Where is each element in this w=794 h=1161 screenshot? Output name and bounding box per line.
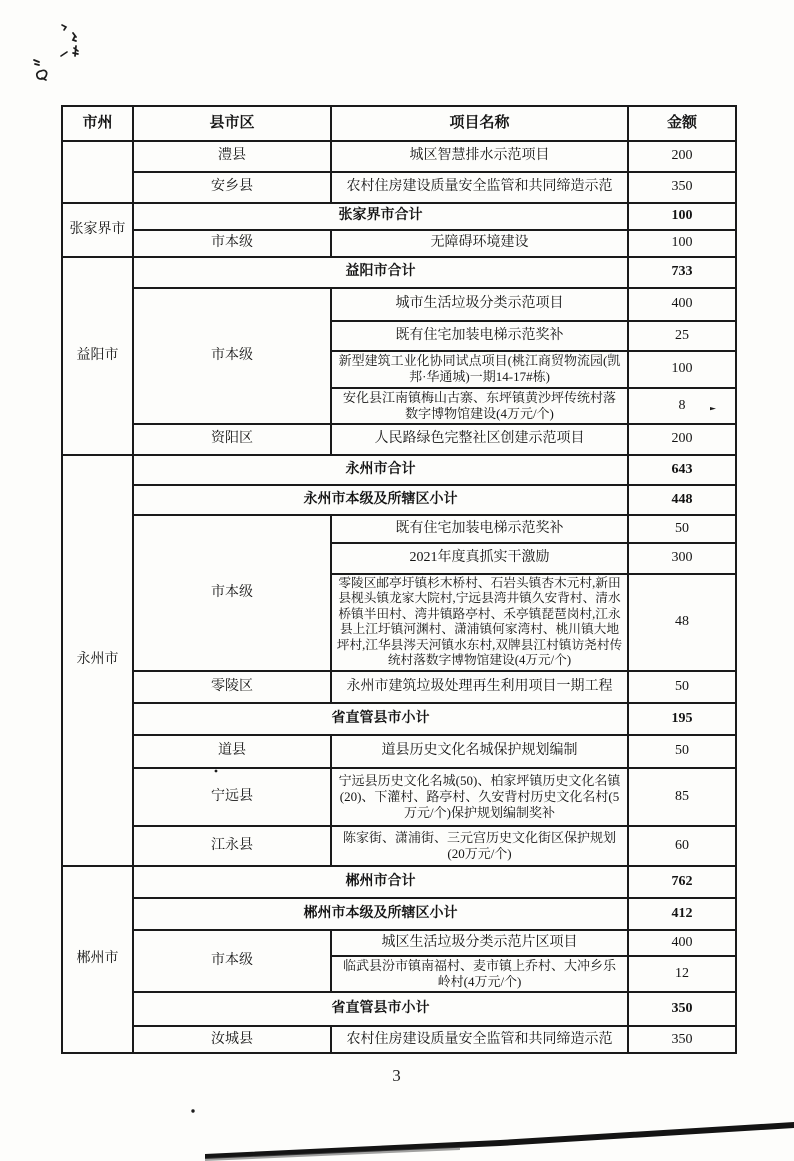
text-cell: 道县 <box>133 735 331 768</box>
text-cell: 城区智慧排水示范项目 <box>331 141 628 172</box>
text-cell: 人民路绿色完整社区创建示范项目 <box>331 424 628 455</box>
table-row <box>62 455 736 485</box>
text-cell: 江永县 <box>133 826 331 866</box>
summary-label-cell: 省直管县市小计 <box>133 703 628 735</box>
amount-cell: 300 <box>628 543 736 574</box>
amount-cell: 412 <box>628 898 736 930</box>
text-cell: 陈家街、潇浦街、三元宫历史文化街区保护规划(20万元/个) <box>331 826 628 866</box>
page-number: 3 <box>392 1066 402 1085</box>
text-cell: 市本级 <box>133 230 331 257</box>
amount-cell: 350 <box>628 992 736 1026</box>
amount-cell: 12 <box>628 956 736 993</box>
table-row <box>62 735 736 768</box>
table-row <box>62 992 736 1026</box>
amount-cell: 48 <box>628 574 736 671</box>
text-cell: 既有住宅加装电梯示范奖补 <box>331 515 628 543</box>
text-cell: 城区生活垃圾分类示范片区项目 <box>331 930 628 956</box>
table-row <box>62 930 736 956</box>
text-cell: 资阳区 <box>133 424 331 455</box>
text-cell: 零陵区 <box>133 671 331 703</box>
column-header: 市州 <box>62 106 133 141</box>
table-row <box>62 703 736 735</box>
amount-cell: 200 <box>628 424 736 455</box>
text-cell: 宁远县历史文化名城(50)、柏家坪镇历史文化名镇(20)、下灌村、路亭村、久安背村历史文化名村(5万元/个)保护规划编制奖补 <box>331 768 628 826</box>
table-row <box>62 671 736 703</box>
summary-label-cell: 益阳市合计 <box>133 257 628 288</box>
text-cell: 农村住房建设质量安全监管和共同缔造示范 <box>331 172 628 203</box>
group-label-cell: 市本级 <box>133 930 331 993</box>
table-row <box>62 866 736 898</box>
text-cell: 安乡县 <box>133 172 331 203</box>
text-cell: 新型建筑工业化协同试点项目(桃江商贸物流园(凯邦·华通城)一期14-17#栋) <box>331 351 628 388</box>
amount-cell: 50 <box>628 735 736 768</box>
group-label-cell: 永州市 <box>62 455 133 866</box>
amount-cell: 25 <box>628 321 736 351</box>
group-label-cell: 张家界市 <box>62 203 133 257</box>
header-row <box>62 106 736 141</box>
group-label-cell <box>62 141 133 203</box>
table-row <box>62 1026 736 1053</box>
summary-label-cell: 永州市合计 <box>133 455 628 485</box>
text-cell: 无障碍环境建设 <box>331 230 628 257</box>
amount-cell: 100 <box>628 351 736 388</box>
table-row <box>62 203 736 230</box>
column-header: 金额 <box>628 106 736 141</box>
table-row <box>62 172 736 203</box>
table-row <box>62 288 736 321</box>
table-row <box>62 768 736 826</box>
text-cell: 既有住宅加装电梯示范奖补 <box>331 321 628 351</box>
text-cell: 汝城县 <box>133 1026 331 1053</box>
table-row <box>62 515 736 543</box>
table-row <box>62 424 736 455</box>
table-row <box>62 141 736 172</box>
table-row <box>62 257 736 288</box>
amount-cell: 60 <box>628 826 736 866</box>
amount-cell: 448 <box>628 485 736 515</box>
amount-cell: 195 <box>628 703 736 735</box>
amount-cell: 733 <box>628 257 736 288</box>
amount-cell: 400 <box>628 930 736 956</box>
table-row <box>62 826 736 866</box>
text-cell: 城市生活垃圾分类示范项目 <box>331 288 628 321</box>
text-cell: 2021年度真抓实干激励 <box>331 543 628 574</box>
amount-cell: 50 <box>628 515 736 543</box>
text-cell: 永州市建筑垃圾处理再生利用项目一期工程 <box>331 671 628 703</box>
table-row <box>62 485 736 515</box>
amount-cell: 762 <box>628 866 736 898</box>
amount-cell: 350 <box>628 1026 736 1053</box>
text-cell: 临武县汾市镇南福村、麦市镇上乔村、大冲乡乐岭村(4万元/个) <box>331 956 628 993</box>
summary-label-cell: 永州市本级及所辖区小计 <box>133 485 628 515</box>
amount-cell: 400 <box>628 288 736 321</box>
amount-cell: 200 <box>628 141 736 172</box>
text-cell: 农村住房建设质量安全监管和共同缔造示范 <box>331 1026 628 1053</box>
group-label-cell: 市本级 <box>133 515 331 671</box>
amount-cell: 8 <box>628 388 736 425</box>
summary-label-cell: 张家界市合计 <box>133 203 628 230</box>
text-cell: 澧县 <box>133 141 331 172</box>
text-cell: 零陵区邮亭圩镇杉木桥村、石岩头镇杏木元村,新田县枧头镇龙家大院村,宁远县湾井镇久安背村、清水桥镇半田村、湾井镇路亭村、禾亭镇琵琶岗村,江永县上江圩镇河渊村、潇浦镇何家湾村、桃川镇大地坪村,江华县涔天河镇水东村,双牌县江村镇访尧村传统村落数字博物馆建设(4万元/个) <box>331 574 628 671</box>
amount-cell: 50 <box>628 671 736 703</box>
amount-cell: 100 <box>628 203 736 230</box>
text-cell: 安化县江南镇梅山古寨、东坪镇黄沙坪传统村落数字博物馆建设(4万元/个) <box>331 388 628 425</box>
allocation-table <box>61 105 737 1054</box>
column-header: 县市区 <box>133 106 331 141</box>
summary-label-cell: 省直管县市小计 <box>133 992 628 1026</box>
amount-cell: 85 <box>628 768 736 826</box>
summary-label-cell: 郴州市合计 <box>133 866 628 898</box>
amount-cell: 350 <box>628 172 736 203</box>
handwriting-mark <box>34 25 78 80</box>
amount-cell: 100 <box>628 230 736 257</box>
text-cell: 道县历史文化名城保护规划编制 <box>331 735 628 768</box>
group-label-cell: 郴州市 <box>62 866 133 1054</box>
scan-artifact-line <box>205 1122 794 1161</box>
summary-label-cell: 郴州市本级及所辖区小计 <box>133 898 628 930</box>
table-row <box>62 230 736 257</box>
group-label-cell: 益阳市 <box>62 257 133 455</box>
table-row <box>62 898 736 930</box>
group-label-cell: 市本级 <box>133 288 331 424</box>
column-header: 项目名称 <box>331 106 628 141</box>
text-cell: 宁远县 <box>133 768 331 826</box>
amount-cell: 643 <box>628 455 736 485</box>
